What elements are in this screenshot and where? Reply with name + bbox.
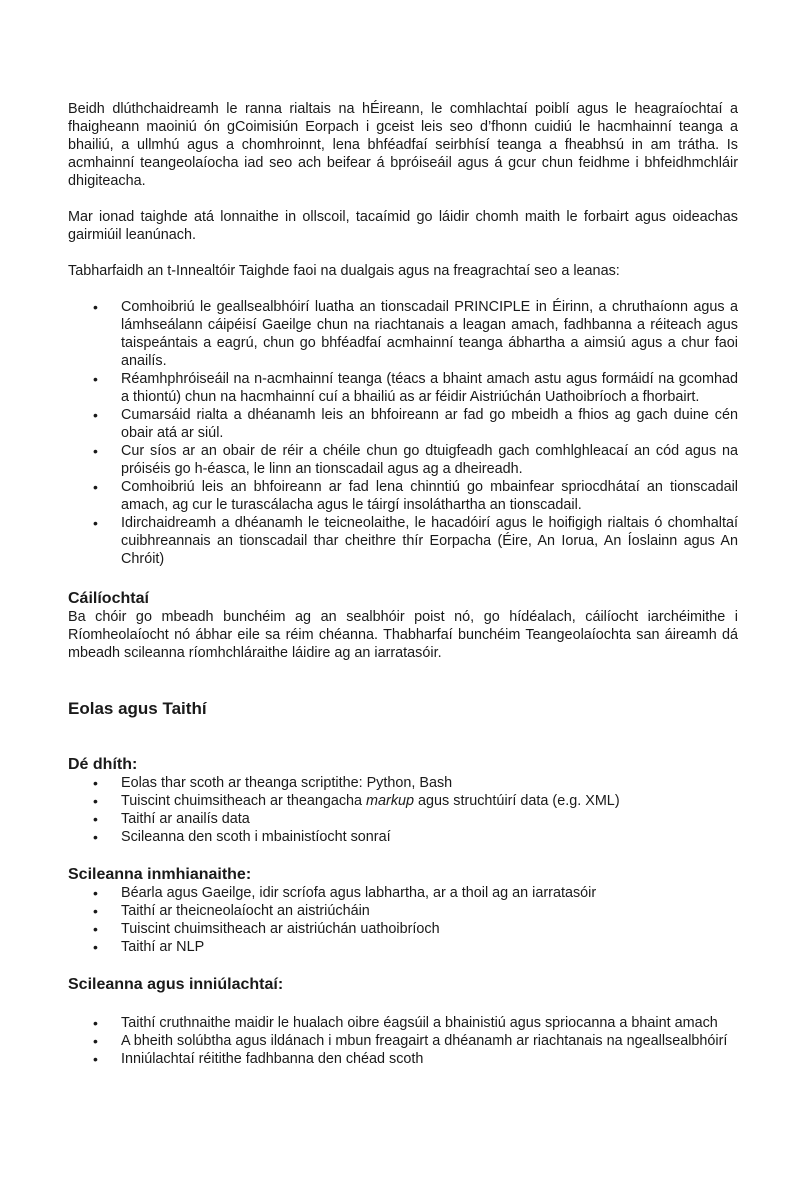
list-item bbox=[68, 792, 738, 810]
list-item: • Béarla agus Gaeilge, idir scríofa agus labhartha, ar a thoil ag an iarratasóir bbox=[68, 884, 738, 902]
intro-paragraph-3: Tabharfaidh an t-Innealtóir Taighde faoi na dualgais agus na freagrachtaí seo a leanas: bbox=[68, 263, 620, 279]
list-item-text: Tuiscint chuimsitheach ar theangacha bbox=[121, 793, 367, 809]
list-item: • Comhoibriú leis an bhfoireann ar fad lena chinntiú go mbainfear spriocdhátaí an tionscadail amach, ag cur le turascálacha agus le táirgí insoláthartha an tionscadail. bbox=[68, 478, 738, 514]
list-item: • A bheith solúbtha agus ildánach i mbun freagairt a dhéanamh ar riachtanais na ngeallsealbhóirí bbox=[68, 1032, 738, 1050]
list-item: • Comhoibriú le geallsealbhóirí luatha an tionscadail PRINCIPLE in Éirinn, a chruthaíonn agus a lámhseálann cáipéisí Gaeilge chun na riachtanais a leagan amach, fadhbanna a réiteach agus taispeántais a eagrú, chun go bhféadfaí acmhainní teanga ábhartha a aimsiú agus a chur faoi anailís. bbox=[68, 298, 738, 370]
abilities-heading: Scileanna agus inniúlachtaí: bbox=[68, 976, 284, 993]
list-item: • Eolas thar scoth ar theanga scriptithe: Python, Bash bbox=[68, 774, 738, 792]
essential-list bbox=[68, 774, 738, 846]
document-body bbox=[68, 100, 738, 1068]
list-item: • Taithí cruthnaithe maidir le hualach oibre éagsúil a bhainistiú agus spriocanna a bhaint amach bbox=[68, 1014, 738, 1032]
list-item: • Tuiscint chuimsitheach ar aistriúchán uathoibríoch bbox=[68, 920, 738, 938]
list-item: • Taithí ar theicneolaíocht an aistriúcháin bbox=[68, 902, 738, 920]
abilities-list bbox=[68, 1014, 738, 1068]
list-item: • Inniúlachtaí réitithe fadhbanna den chéad scoth bbox=[68, 1050, 738, 1068]
list-item-text: agus struchtúirí data (e.g. XML) bbox=[414, 793, 620, 809]
list-item: • Cur síos ar an obair de réir a chéile chun go dtuigfeadh gach comhlghleacaí an cód agus na próiséis go h-éasca, le linn an tionscadail agus ag a dheireadh. bbox=[68, 442, 738, 478]
qualifications-text: Ba chóir go mbeadh bunchéim ag an sealbhóir poist nó, go hídéalach, cáilíocht iarchéimithe i Ríomheolaíocht nó ábhar eile sa réim chéanna. Thabharfaí bunchéim Teangeolaíochta san áireamh dá mbeadh scileanna ríomhchláraithe láidire ag an iarratasóir. bbox=[68, 609, 738, 661]
list-item: • Réamhphróiseáil na n-acmhainní teanga (téacs a bhaint amach astu agus formáidí na gcomhad a thiontú) chun na hacmhainní cuí a bhailiú as ar féidir Aistriúchán Uathoibríoch a fhorbairt. bbox=[68, 370, 738, 406]
essential-heading: Dé dhíth: bbox=[68, 756, 138, 773]
duties-list bbox=[68, 298, 738, 568]
list-item: • Scileanna den scoth i mbainistíocht sonraí bbox=[68, 828, 738, 846]
list-item: • Idirchaidreamh a dhéanamh le teicneolaithe, le hacadóirí agus le hoifigigh rialtais ó chomhaltaí cuibhreannais an tionscadail thar cheithre thír Eorpacha (Éire, An Iorua, An Íoslainn agus An Chróit) bbox=[68, 514, 738, 568]
qualifications-heading: Cáilíochtaí bbox=[68, 590, 149, 607]
list-item: • Taithí ar NLP bbox=[68, 938, 738, 956]
desirable-heading: Scileanna inmhianaithe: bbox=[68, 866, 252, 883]
list-item: • Cumarsáid rialta a dhéanamh leis an bhfoireann ar fad go mbeidh a fhios ag gach duine cén obair atá ar siúl. bbox=[68, 406, 738, 442]
intro-paragraph-1: Beidh dlúthchaidreamh le ranna rialtais na hÉireann, le comhlachtaí poiblí agus le heagraíochtaí a fhaigheann maoiniú ón gCoimisiún Eorpach i gceist leis seo d’fhonn cuidiú le hacmhainní teanga a bhailiú, a ullmhú agus a chomhroinnt, lena bhféadfaí seirbhísí teanga a fheabhsú in am trátha. Is acmhainní teangeolaíocha iad seo ach beifear á bpróiseáil agus á gcur chun feidhme i bhfeidhmchláir dhigiteacha. bbox=[68, 101, 738, 189]
markup-term: markup bbox=[366, 793, 415, 809]
intro-paragraph-2: Mar ionad taighde atá lonnaithe in ollscoil, tacaímid go láidir chomh maith le forbairt agus oideachas gairmiúil leanúnach. bbox=[68, 209, 738, 243]
desirable-list bbox=[68, 884, 738, 956]
list-item: • Taithí ar anailís data bbox=[68, 810, 738, 828]
knowledge-heading: Eolas agus Taithí bbox=[68, 699, 207, 718]
